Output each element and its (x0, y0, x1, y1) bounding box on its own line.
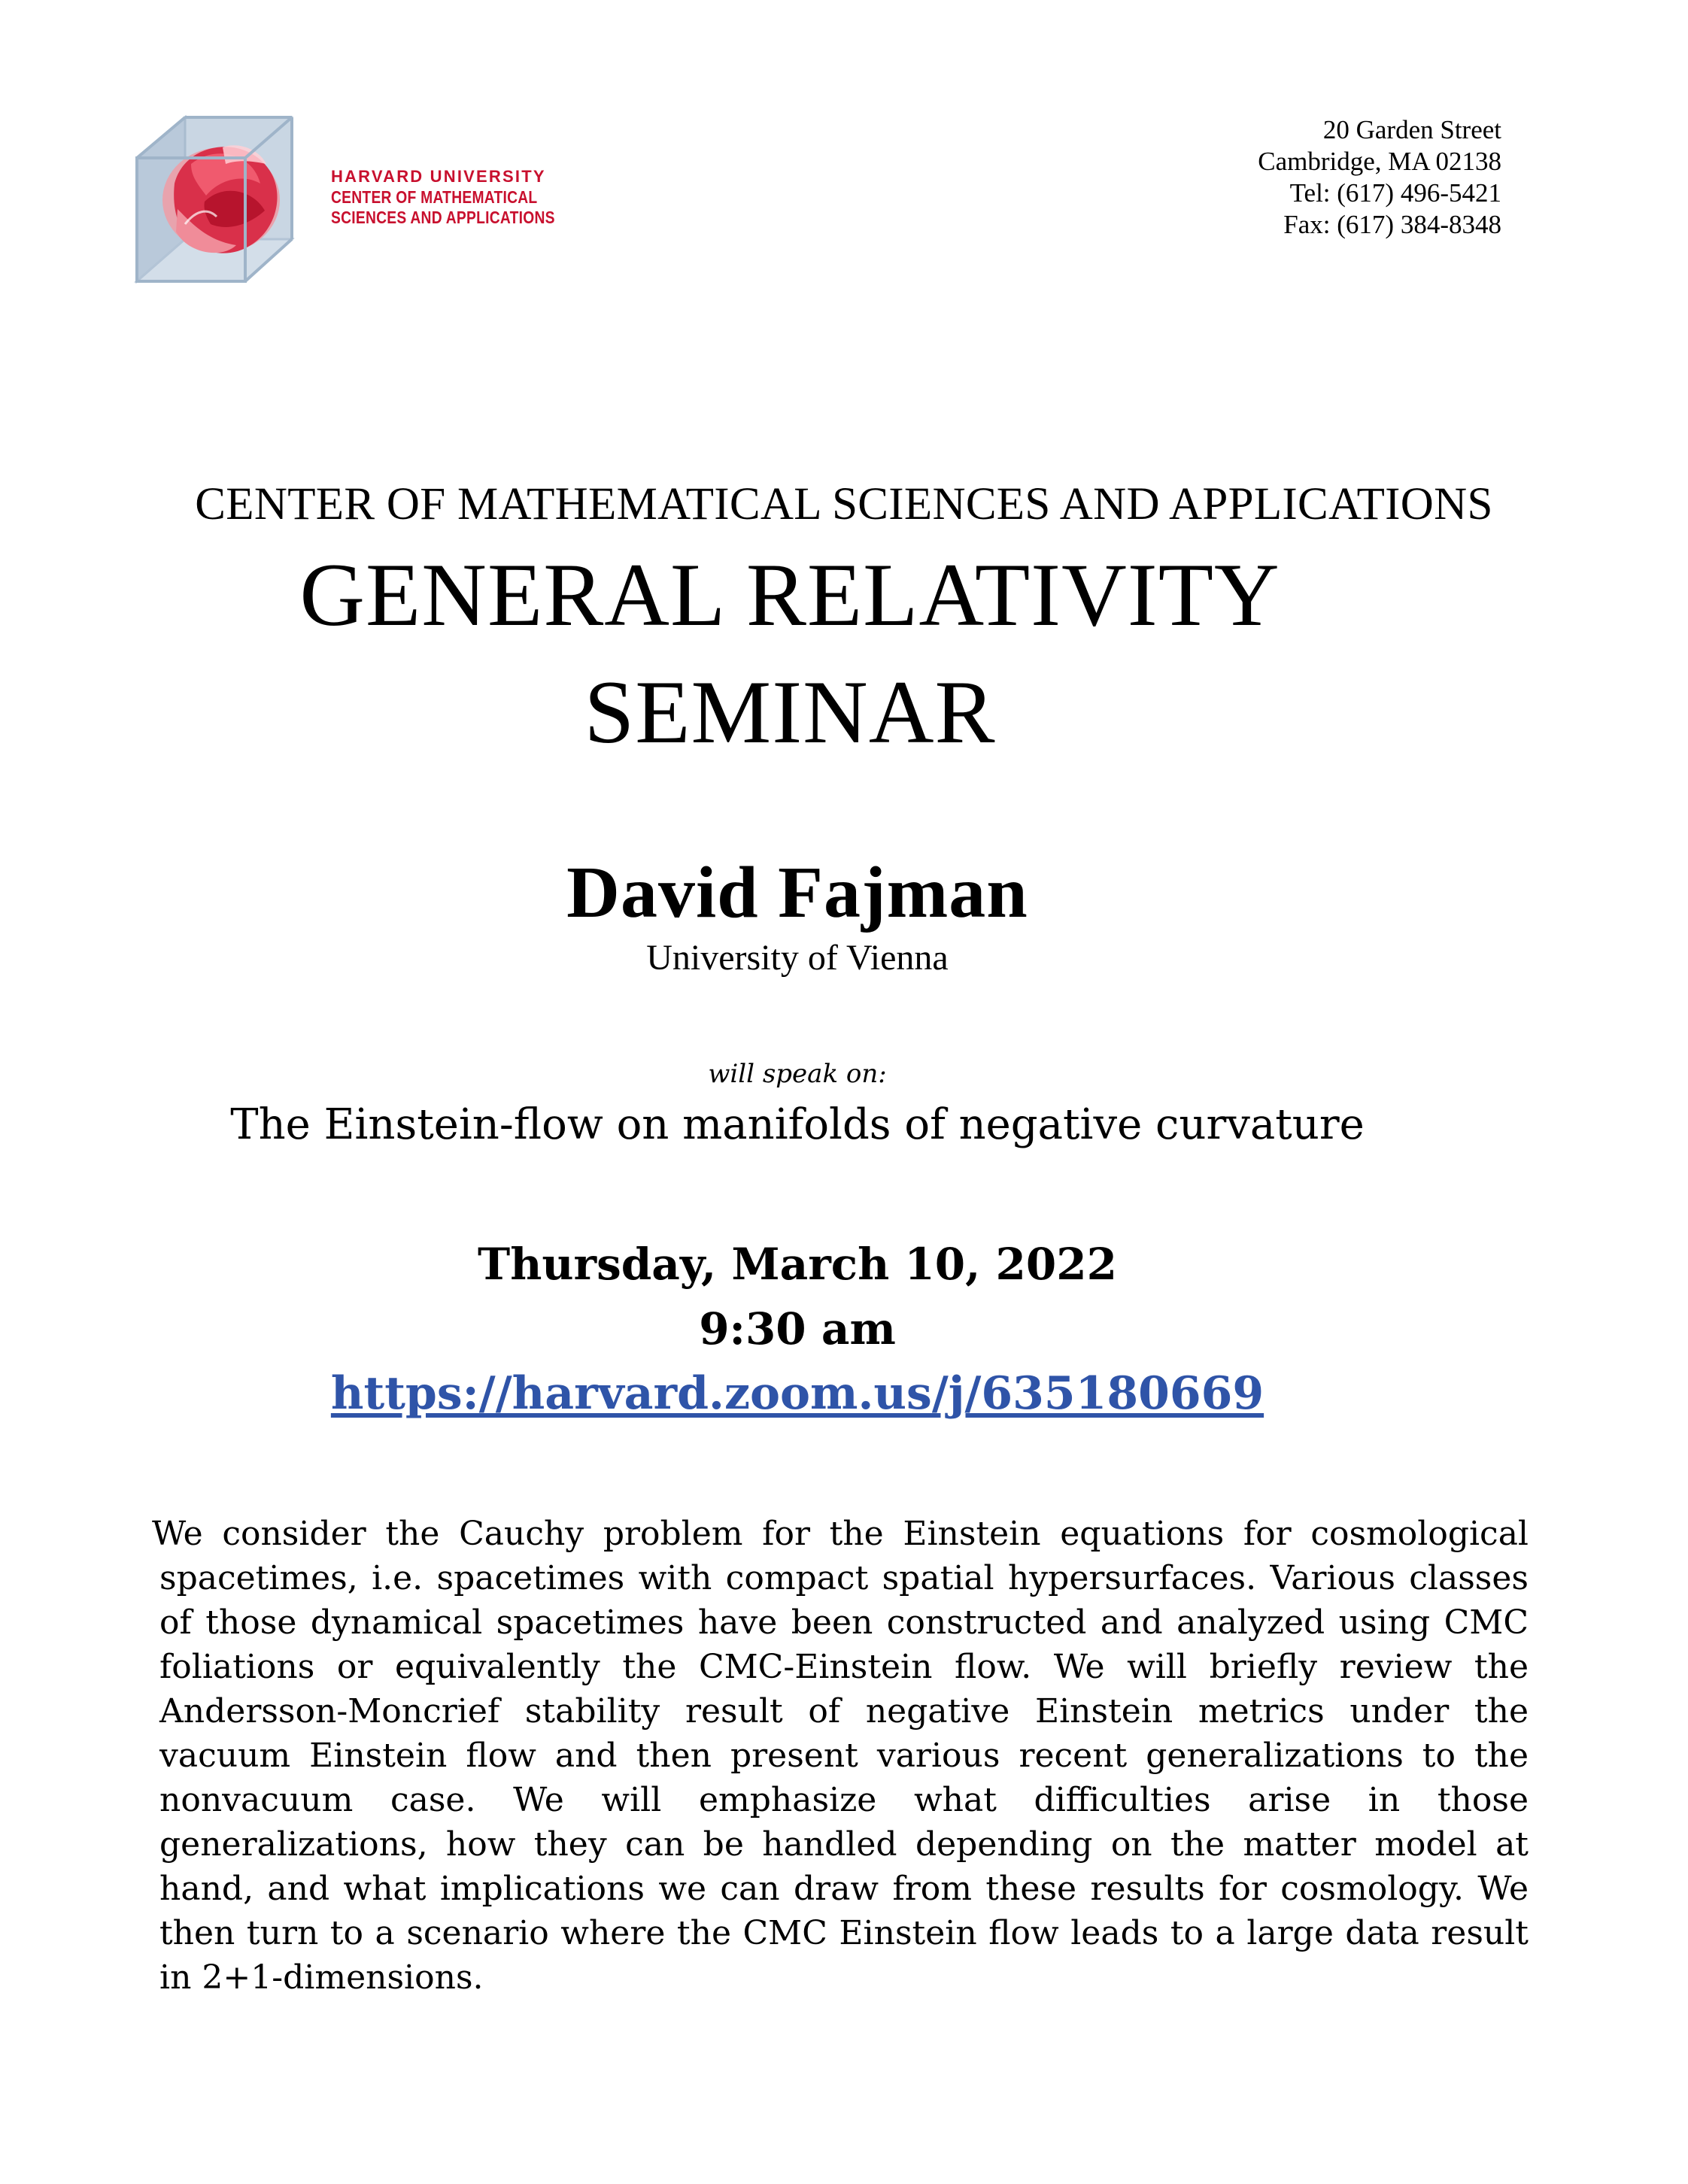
will-speak-intro: will speak on: (708, 1059, 887, 1089)
zoom-link[interactable]: https://harvard.zoom.us/j/635180669 (330, 1367, 1264, 1420)
logo-center-line: CENTER OF MATHEMATICAL (331, 187, 538, 207)
talk-abstract: We consider the Cauchy problem for the Einstein equations for cosmological spacetimes, i.e. spacetimes with compact spatial hypersurfaces. Various classes of those dynamical spacetimes have been constructed and analyzed using CMC foliations or equivalently the CMC-Einstein flow. We will briefly review the Andersson-Moncrief stability result of negative Einstein metrics under the vacuum Einstein flow and then present various recent generalizations to the nonvacuum case. We will emphasize what difficulties arise in those generalizations, how they can be handled depending on the matter model at hand, and what implications we can draw from these results for cosmology. We then turn to a scenario where the CMC Einstein flow leads to a large data result in 2+1-dimensions. (152, 1515, 1529, 1997)
seminar-title-line2: SEMINAR (584, 662, 996, 762)
address-block (1258, 114, 1501, 241)
cmsa-logo (132, 111, 584, 299)
red-surface-in-cube-icon (132, 111, 328, 299)
seminar-title-line1: GENERAL RELATIVITY (299, 544, 1280, 645)
center-name-heading: CENTER OF MATHEMATICAL SCIENCES AND APPLICATIONS (195, 479, 1493, 529)
zoom-link-line (0, 1366, 1595, 1421)
logo-university: HARVARD UNIVERSITY (331, 167, 546, 186)
address-tel: Tel: (617) 496-5421 (1289, 178, 1501, 208)
speaker-name: David Fajman (566, 852, 1028, 933)
speaker-affiliation: University of Vienna (646, 938, 949, 978)
event-date: Thursday, March 10, 2022 (478, 1239, 1117, 1290)
logo-sciences-line: SCIENCES AND APPLICATIONS (331, 207, 555, 227)
logo-wordmark (331, 168, 604, 229)
address-street: 20 Garden Street (1322, 115, 1501, 144)
talk-title: The Einstein-flow on manifolds of negative curvature (230, 1100, 1365, 1149)
address-fax: Fax: (617) 384-8348 (1283, 210, 1501, 239)
address-city: Cambridge, MA 02138 (1258, 147, 1501, 176)
event-time: 9:30 am (699, 1303, 896, 1354)
